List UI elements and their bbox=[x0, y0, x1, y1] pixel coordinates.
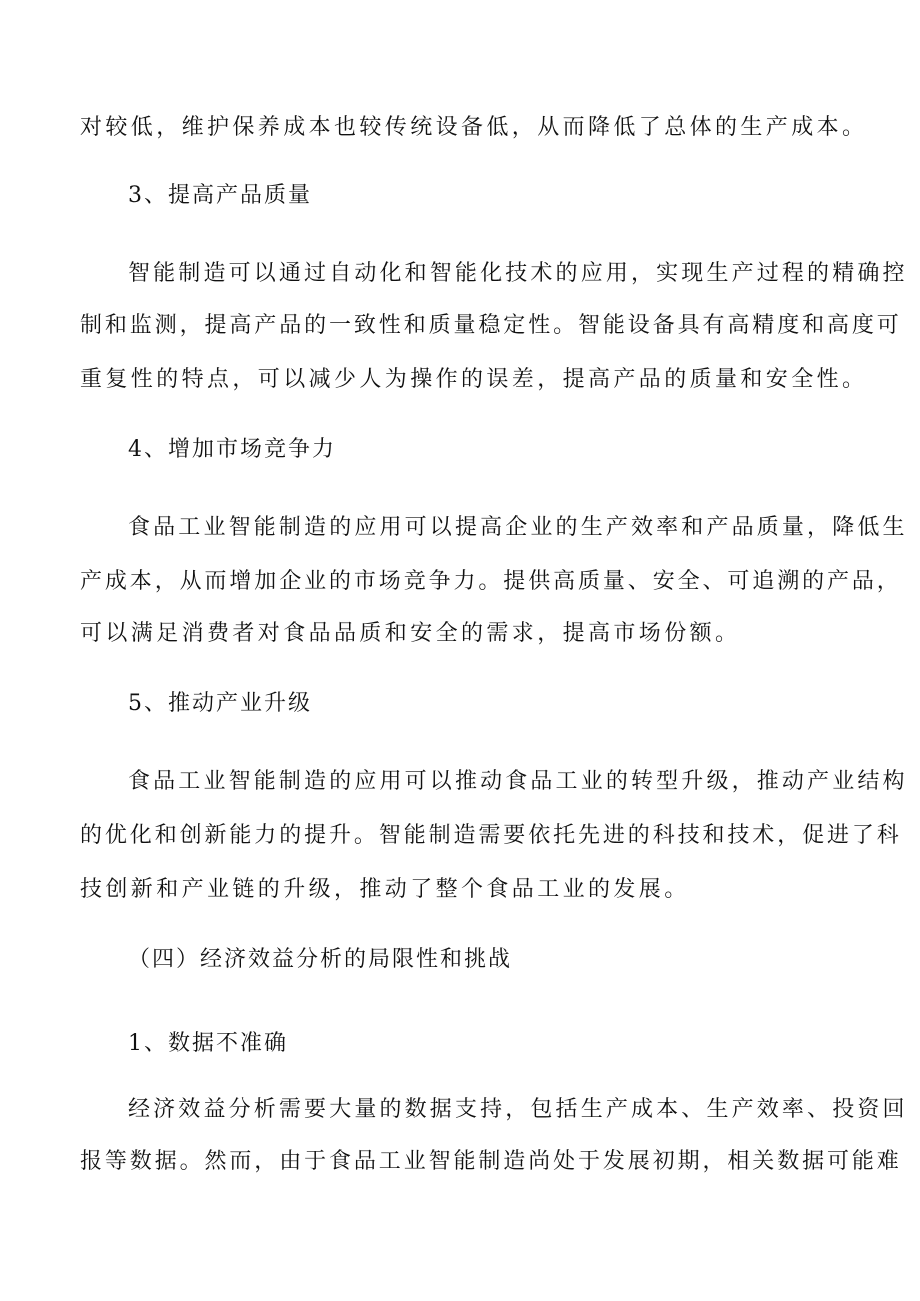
section-heading-5: 5、推动产业升级 bbox=[128, 691, 312, 716]
body-text-line: 重复性的特点，可以减少人为操作的误差，提高产品的质量和安全性。 bbox=[80, 367, 868, 392]
body-text-line: 食品工业智能制造的应用可以推动食品工业的转型升级，推动产业结构 bbox=[128, 769, 908, 794]
body-text-line: 技创新和产业链的升级，推动了整个食品工业的发展。 bbox=[80, 877, 690, 902]
section-heading-4: 4、增加市场竞争力 bbox=[128, 437, 336, 462]
body-text-line: 智能制造可以通过自动化和智能化技术的应用，实现生产过程的精确控 bbox=[128, 261, 908, 286]
body-text-line: 产成本，从而增加企业的市场竞争力。提供高质量、安全、可追溯的产品， bbox=[80, 569, 902, 594]
body-text-line: 可以满足消费者对食品品质和安全的需求，提高市场份额。 bbox=[80, 621, 741, 646]
body-text-line: 的优化和创新能力的提升。智能制造需要依托先进的科技和技术，促进了科 bbox=[80, 823, 902, 848]
chapter-heading-4: （四）经济效益分析的局限性和挑战 bbox=[128, 947, 513, 972]
section-heading-3: 3、提高产品质量 bbox=[128, 183, 312, 208]
section-heading-1: 1、数据不准确 bbox=[128, 1031, 288, 1056]
body-text-line: 制和监测，提高产品的一致性和质量稳定性。智能设备具有高精度和高度可 bbox=[80, 313, 902, 338]
body-text-line: 报等数据。然而，由于食品工业智能制造尚处于发展初期，相关数据可能难 bbox=[80, 1149, 902, 1174]
body-text-line: 对较低，维护保养成本也较传统设备低，从而降低了总体的生产成本。 bbox=[80, 115, 868, 140]
body-text-line: 经济效益分析需要大量的数据支持，包括生产成本、生产效率、投资回 bbox=[128, 1097, 908, 1122]
body-text-line: 食品工业智能制造的应用可以提高企业的生产效率和产品质量，降低生 bbox=[128, 515, 908, 540]
